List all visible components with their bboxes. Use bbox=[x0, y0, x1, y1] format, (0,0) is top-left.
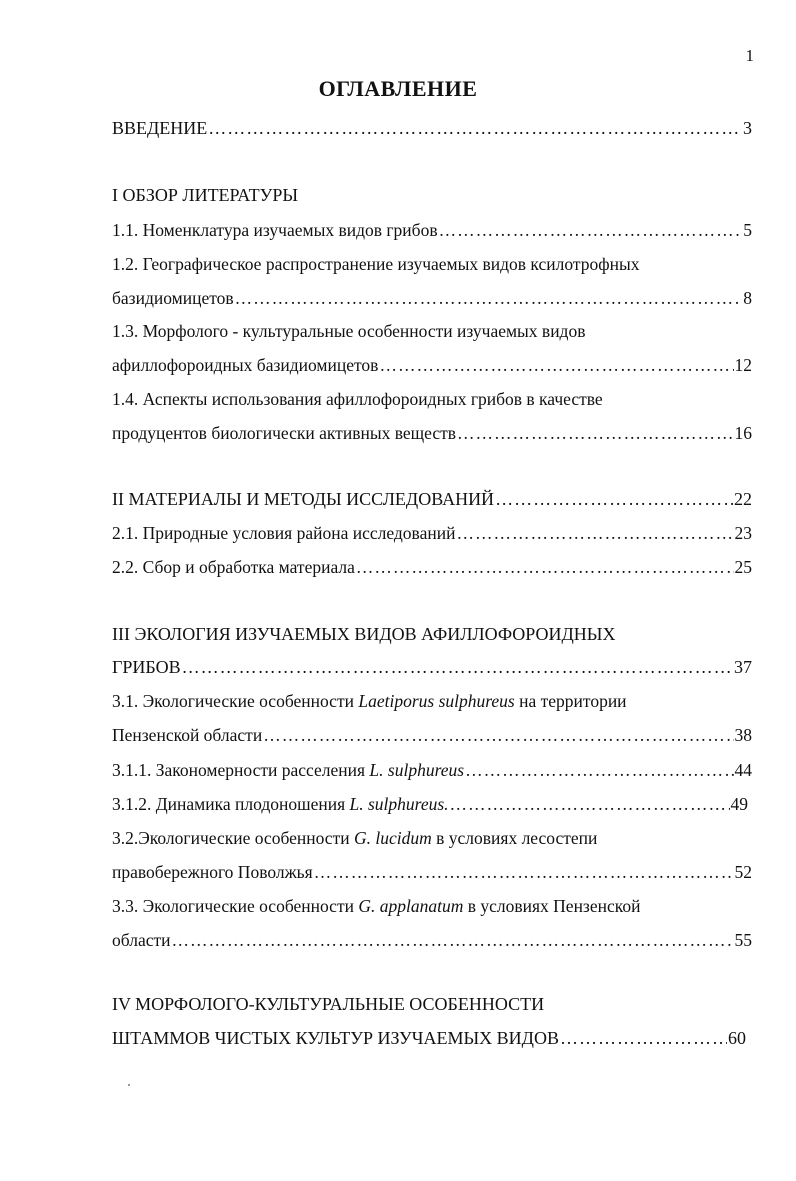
leader-dots bbox=[560, 1025, 727, 1051]
toc-entry-1-1[interactable] bbox=[112, 217, 752, 243]
entry-text: ШТАММОВ ЧИСТЫХ КУЛЬТУР ИЗУЧАЕМЫХ ВИДОВ bbox=[112, 1028, 559, 1048]
entry-page: 44 bbox=[734, 760, 752, 780]
entry-text: II МАТЕРИАЛЫ И МЕТОДЫ ИССЛЕДОВАНИЙ bbox=[112, 489, 495, 509]
entry-text: на территории bbox=[514, 691, 627, 711]
species-name: Laetiporus sulphureus bbox=[358, 691, 515, 711]
entry-page: 25 bbox=[734, 557, 752, 577]
entry-page: 12 bbox=[734, 355, 752, 375]
entry-text: 3.2.Экологические особенности bbox=[112, 828, 354, 848]
entry-text: 3.1. Экологические особенности bbox=[112, 691, 359, 711]
toc-entry-chapter-2[interactable] bbox=[112, 486, 752, 512]
toc-entry-3-3-line2[interactable] bbox=[112, 927, 752, 953]
entry-page: 37 bbox=[734, 657, 752, 677]
entry-page: 60 bbox=[728, 1028, 746, 1048]
chapter-3-title-line1[interactable]: III ЭКОЛОГИЯ ИЗУЧАЕМЫХ ВИДОВ АФИЛЛОФОРОИДНЫХ bbox=[112, 624, 616, 644]
leader-dots bbox=[495, 486, 733, 512]
leader-dots bbox=[450, 791, 730, 817]
leader-dots bbox=[182, 654, 733, 680]
species-name: L. sulphureus. bbox=[349, 794, 449, 814]
entry-text: афиллофороидных базидиомицетов bbox=[112, 355, 379, 375]
toc-entry-intro[interactable] bbox=[112, 115, 752, 141]
toc-entry-chapter-3[interactable] bbox=[112, 654, 752, 680]
toc-entry-chapter-4[interactable] bbox=[112, 1025, 746, 1051]
toc-entry-3-2-line2[interactable] bbox=[112, 859, 752, 885]
entry-prefix: 3.1.1. Закономерности расселения bbox=[112, 760, 370, 780]
entry-text: 1.1. Номенклатура изучаемых видов грибов bbox=[112, 220, 438, 240]
toc-entry-3-1-line2[interactable] bbox=[112, 722, 752, 748]
entry-page: 16 bbox=[734, 423, 752, 443]
toc-entry-1-4-line2[interactable] bbox=[112, 420, 752, 446]
toc-entry-1-3-line2[interactable] bbox=[112, 352, 752, 378]
entry-text: правобережного Поволжья bbox=[112, 862, 313, 882]
chapter-4-title-line1[interactable]: IV МОРФОЛОГО-КУЛЬТУРАЛЬНЫЕ ОСОБЕННОСТИ bbox=[112, 994, 545, 1014]
toc-entry-1-2-line1[interactable]: 1.2. Географическое распространение изучаемых видов ксилотрофных bbox=[112, 254, 640, 274]
leader-dots bbox=[379, 352, 733, 378]
entry-text: 2.2. Сбор и обработка материала bbox=[112, 557, 355, 577]
leader-dots bbox=[172, 927, 734, 953]
toc-entry-3-3-line1[interactable] bbox=[112, 893, 752, 919]
entry-text: Пензенской области bbox=[112, 725, 263, 745]
toc-entry-3-1-line1[interactable] bbox=[112, 688, 752, 714]
toc-entry-3-2-line1[interactable] bbox=[112, 825, 752, 851]
entry-page: 8 bbox=[743, 288, 752, 308]
species-name: G. applanatum bbox=[358, 896, 464, 916]
entry-page: 22 bbox=[734, 489, 752, 509]
leader-dots bbox=[356, 554, 734, 580]
leader-dots bbox=[439, 217, 743, 243]
entry-page: 38 bbox=[734, 725, 752, 745]
toc-entry-2-1[interactable] bbox=[112, 520, 752, 546]
entry-page: 55 bbox=[734, 930, 752, 950]
species-name: G. lucidum bbox=[353, 828, 432, 848]
entry-text: в условиях Пензенской bbox=[463, 896, 641, 916]
entry-page: 5 bbox=[743, 220, 752, 240]
toc-title: ОГЛАВЛЕНИЕ bbox=[318, 76, 478, 101]
entry-page: 49 bbox=[730, 794, 748, 814]
chapter-1-title[interactable]: I ОБЗОР ЛИТЕРАТУРЫ bbox=[112, 185, 299, 205]
entry-text: 3.3. Экологические особенности bbox=[112, 896, 359, 916]
entry-page: 52 bbox=[734, 862, 752, 882]
leader-dots bbox=[314, 859, 734, 885]
toc-entry-3-1-2[interactable] bbox=[112, 791, 748, 817]
toc-entry-1-2-line2[interactable] bbox=[112, 285, 752, 311]
leader-dots bbox=[456, 520, 733, 546]
entry-text: продуцентов биологически активных веществ bbox=[112, 423, 456, 443]
entry-text bbox=[112, 791, 449, 817]
entry-text: в условиях лесостепи bbox=[431, 828, 598, 848]
entry-text: 2.1. Природные условия района исследований bbox=[112, 523, 456, 543]
page-number: 1 bbox=[745, 46, 754, 65]
entry-prefix: 3.1.2. Динамика плодоношения bbox=[112, 794, 350, 814]
toc-entry-1-3-line1[interactable]: 1.3. Морфолого - культуральные особенности изучаемых видов bbox=[112, 321, 586, 341]
toc-entry-2-2[interactable] bbox=[112, 554, 752, 580]
entry-text: области bbox=[112, 930, 171, 950]
entry-text bbox=[112, 757, 464, 783]
leader-dots bbox=[457, 420, 734, 446]
leader-dots bbox=[263, 722, 733, 748]
entry-text: базидиомицетов bbox=[112, 288, 234, 308]
scan-speck bbox=[128, 1084, 130, 1086]
leader-dots bbox=[235, 285, 743, 311]
entry-page: 23 bbox=[734, 523, 752, 543]
entry-text: ВВЕДЕНИЕ bbox=[112, 118, 208, 138]
toc-entry-1-4-line1[interactable]: 1.4. Аспекты использования афиллофороидных грибов в качестве bbox=[112, 389, 603, 409]
species-name: L. sulphureus bbox=[369, 760, 465, 780]
leader-dots bbox=[208, 115, 742, 141]
toc-entry-3-1-1[interactable] bbox=[112, 757, 752, 783]
entry-page: 3 bbox=[743, 118, 752, 138]
leader-dots bbox=[465, 757, 733, 783]
entry-text: ГРИБОВ bbox=[112, 657, 181, 677]
